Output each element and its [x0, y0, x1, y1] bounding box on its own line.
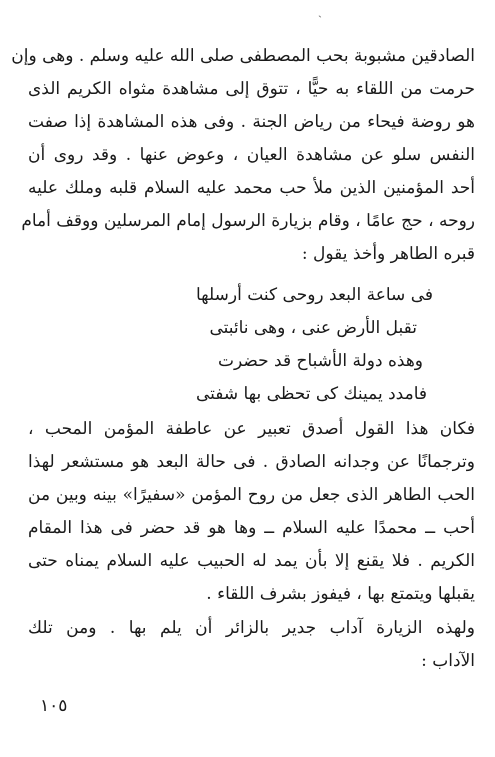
text-line: الصادقين مشبوبة بحب المصطفى صلى الله عليه وسلم . وهى وإن: [11, 46, 475, 66]
text-line: روحه ، حج عامًا ، وقام بزيارة الرسول إمام المرسلين ووقف أمام: [21, 211, 475, 231]
text-line: الآداب :: [421, 651, 475, 671]
text-line: أحب ــ محمدًا عليه السلام ــ وها هو قد حضر فى هذا المقام: [28, 518, 475, 538]
text-line: فكان هذا القول أصدق تعبير عن عاطفة المؤمن المحب ،: [28, 419, 475, 439]
poem-verse: فى ساعة البعد روحى كنت أرسلها: [196, 285, 433, 305]
text-line: وترجمانًا عن وجدانه الصادق . فى حالة البعد هو مستشعر لهذا: [28, 452, 475, 472]
text-line: قبره الطاهر وأخذ يقول :: [301, 244, 475, 264]
text-line: يقبلها ويتمتع بها ، فيفوز بشرف اللقاء .: [206, 584, 475, 604]
text-line: أحد المؤمنين الذين ملأ حب محمد عليه السلام قلبه وملك عليه: [28, 178, 475, 198]
paragraph-1: [11, 40, 475, 271]
paragraph-3: [28, 612, 475, 678]
text-line: حرمت من اللقاء به حيًّا ، تتوق إلى مشاهدة مثواه الكريم الذى: [28, 79, 475, 99]
text-line: الكريم . فلا يقنع إلا بأن يمد له الحبيب عليه السلام يمناه حتى: [28, 551, 475, 571]
poem-verse: وهذه دولة الأشباح قد حضرت: [218, 351, 423, 371]
text-line: الحب الطاهر الذى جعل من روح المؤمن «سفيرًا» بينه وبين من: [28, 485, 475, 505]
text-line: هو روضة فيحاء من رياض الجنة . وفى هذه المشاهدة إذا صفت: [28, 112, 475, 132]
paragraph-2: [28, 413, 475, 611]
text-line: النفس سلو عن مشاهدة العيان ، وعوض عنها . وقد روى أن: [28, 145, 475, 165]
top-mark: ˎ: [318, 4, 322, 18]
poem-verse: فامدد يمينك كى تحظى بها شفتى: [195, 384, 427, 404]
poem: [30, 279, 455, 411]
page-number: ١٠٥: [40, 696, 68, 716]
text-line: ولهذه الزيارة آداب جدير بالزائر أن يلم بها . ومن تلك: [28, 618, 475, 638]
poem-verse: تقبل الأرض عنى ، وهى نائبتى: [209, 318, 417, 338]
